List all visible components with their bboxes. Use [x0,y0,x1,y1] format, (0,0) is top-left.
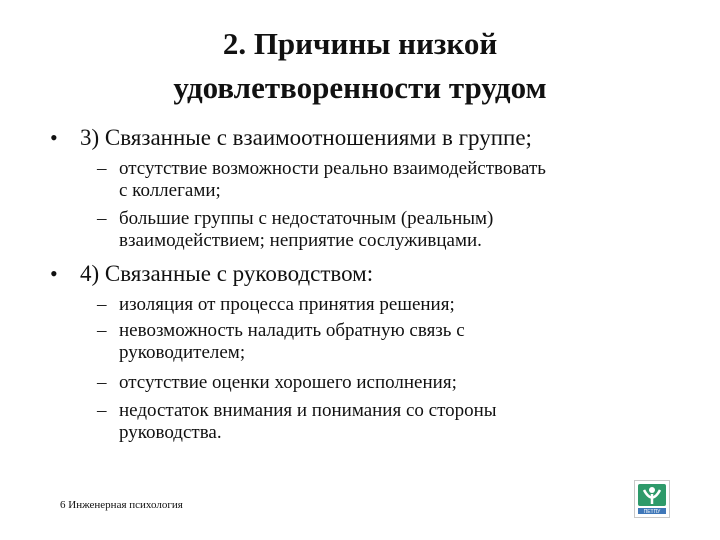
sub-item-line: большие группы с недостаточным (реальным) [119,208,494,229]
sub-item-line: руководства. [119,422,222,443]
slide-title-line-1: 2. Причины низкой [222,26,498,61]
bullet-heading: 3) Связанные с взаимоотношениями в группе; [80,125,532,150]
dash-icon: – [97,320,107,341]
bullet-icon: • [50,261,58,286]
sub-item-line: с коллегами; [119,180,221,201]
sub-item-line: невозможность наладить обратную связь с [119,320,465,341]
sub-item-text [119,372,679,394]
dash-icon: – [97,208,107,229]
slide-footer [60,498,183,512]
sub-item-line: руководителем; [119,342,246,363]
sub-item-line: отсутствие оценки хорошего исполнения; [119,372,457,393]
dash-icon: – [97,372,107,393]
dash-icon: – [97,294,107,315]
bullet-icon: • [50,125,58,150]
sub-item-line: взаимодействием; неприятие сослуживцами. [119,230,482,251]
logo-figure-head [649,487,655,493]
sub-item-line: недостаток внимания и понимания со стороны [119,400,497,421]
sub-item-text [119,158,679,202]
university-logo-icon [634,480,670,518]
slide-title-line-2: удовлетворенности трудом [173,70,547,105]
sub-item-text [119,294,679,316]
sub-item-line: изоляция от процесса принятия решения; [119,294,455,315]
course-name: Инженерная психология [68,499,183,511]
bullet-heading: 4) Связанные с руководством: [80,261,374,286]
logo-caption: ПЕТПУ [643,509,661,515]
university-logo-graphic [635,481,669,517]
sub-item-text [119,400,679,444]
page-number: 6 [60,499,66,511]
bullet-item-group-relations [50,124,532,152]
sub-item-text [119,208,679,252]
bullet-item-management [50,260,373,288]
dash-icon: – [97,400,107,421]
sub-item-line: отсутствие возможности реально взаимодействовать [119,158,546,179]
sub-item-text [119,320,679,364]
dash-icon: – [97,158,107,179]
